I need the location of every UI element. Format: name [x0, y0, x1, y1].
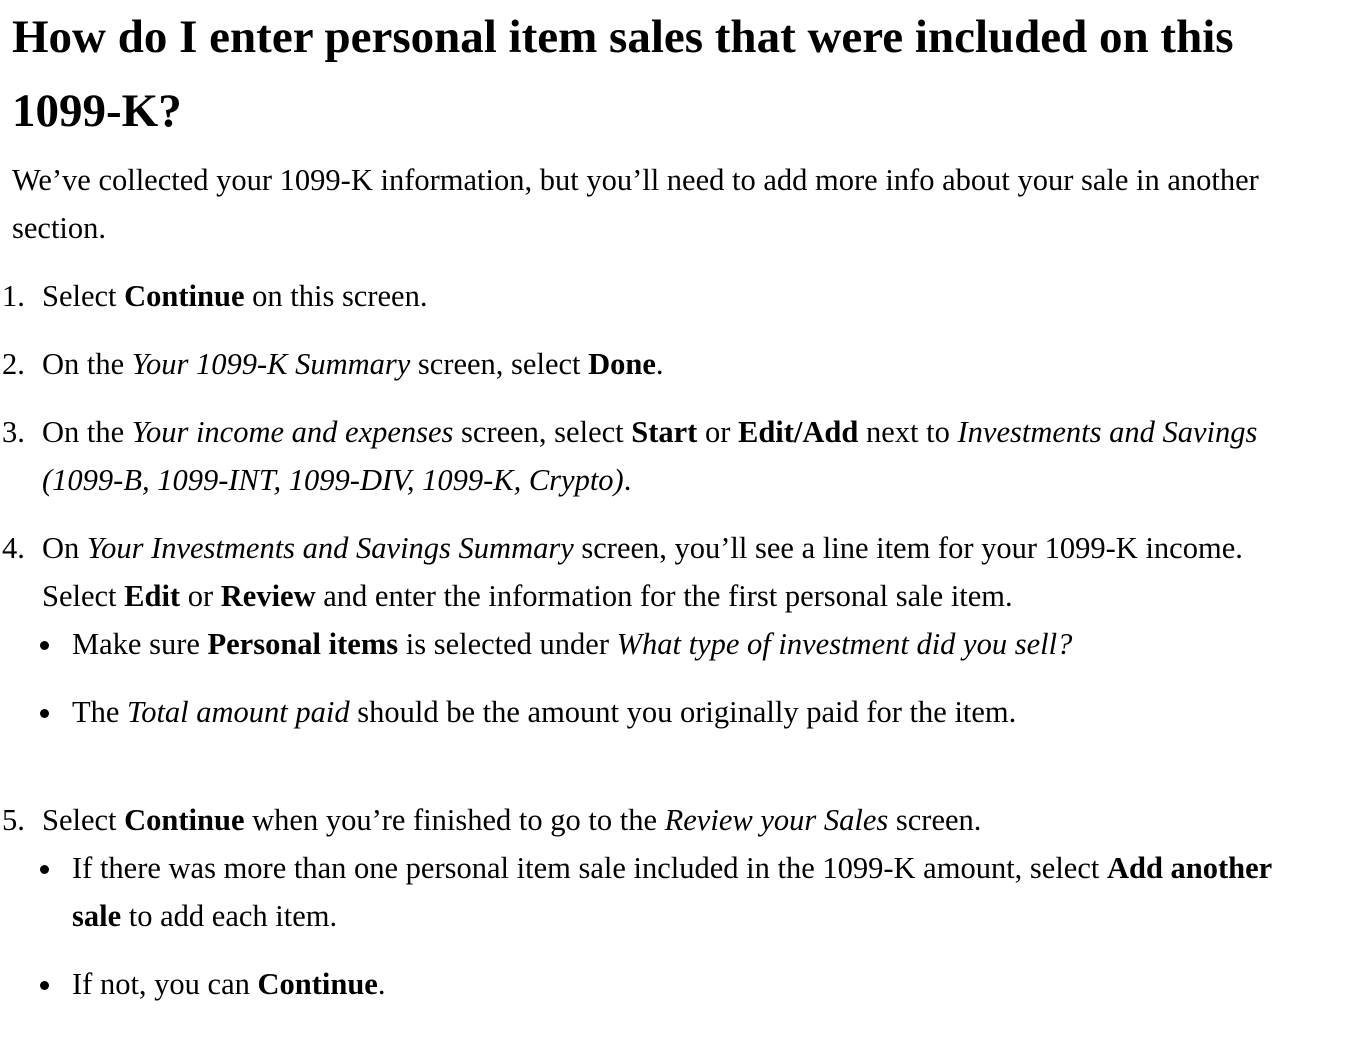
screen-name: Review your Sales — [664, 803, 889, 837]
add-another-label: Add another — [1106, 851, 1273, 885]
step-text: Select Continue when you’re finished to go to the Review your Sales screen. — [42, 803, 982, 837]
step-number: 3. — [2, 415, 25, 449]
list-item — [0, 688, 1360, 736]
review-label: Review — [220, 579, 316, 613]
page-title-line-1: How do I enter personal item sales that were included on this — [12, 11, 1234, 63]
section-name: Investments and Savings — [957, 415, 1258, 449]
continue-label: Continue — [124, 803, 245, 837]
bullet-icon — [40, 865, 49, 874]
step-4 — [0, 524, 1360, 620]
bullet-text: The Total amount paid should be the amount you originally paid for the item. — [72, 695, 1017, 729]
step-2 — [0, 340, 1360, 388]
step-number: 2. — [2, 347, 25, 381]
section-forms: (1099-B, 1099-INT, 1099-DIV, 1099-K, Crypto) — [42, 463, 624, 497]
screen-name: Your Investments and Savings Summary — [86, 531, 574, 565]
start-label: Start — [631, 415, 698, 449]
intro-paragraph — [12, 156, 1352, 252]
list-item — [0, 844, 1360, 940]
step-text: On Your Investments and Savings Summary screen, you’ll see a line item for your 1099-K income. Select Edit or Review and enter the information for the first personal sale item. — [42, 531, 1243, 613]
step-text: On the Your income and expenses screen, select Start or Edit/Add next to Investments and Savings (1099-B, 1099-INT, 1099-DIV, 1099-K, Crypto). — [42, 415, 1258, 497]
page-title-line-2: 1099-K? — [12, 85, 182, 137]
personal-items-label: Personal items — [207, 627, 399, 661]
field-name: Total amount paid — [127, 695, 350, 729]
question-text: What type of investment did you sell? — [616, 627, 1073, 661]
step-text: On the Your 1099-K Summary screen, select Done. — [42, 347, 664, 381]
edit-add-label: Edit/Add — [738, 415, 859, 449]
step-5 — [0, 796, 1360, 844]
screen-name: Your 1099-K Summary — [131, 347, 411, 381]
bullet-text: Make sure Personal items is selected under What type of investment did you sell? — [72, 627, 1073, 661]
page-title — [12, 0, 1352, 148]
step-number: 1. — [2, 279, 25, 313]
step-1 — [0, 272, 1360, 320]
continue-label: Continue — [257, 967, 378, 1001]
bullet-icon — [40, 709, 49, 718]
step-text: Select Continue on this screen. — [42, 279, 428, 313]
bullet-icon — [40, 641, 49, 650]
screen-name: Your income and expenses — [131, 415, 454, 449]
step-number: 4. — [2, 531, 25, 565]
intro-line-1: We’ve collected your 1099-K information, but you’ll need to add more info about your sale in another — [12, 163, 1259, 197]
step-3 — [0, 408, 1360, 504]
list-item — [0, 620, 1360, 668]
bullet-text: If there was more than one personal item sale included in the 1099-K amount, select Add another sale to add each item. — [72, 851, 1273, 933]
edit-label: Edit — [124, 579, 181, 613]
step-number: 5. — [2, 803, 25, 837]
bullet-icon — [40, 981, 49, 990]
add-another-label-cont: sale — [72, 899, 122, 933]
continue-label: Continue — [124, 279, 245, 313]
list-item — [0, 960, 1360, 1008]
bullet-text: If not, you can Continue. — [72, 967, 386, 1001]
intro-line-2: section. — [12, 211, 107, 245]
done-label: Done — [588, 347, 656, 381]
